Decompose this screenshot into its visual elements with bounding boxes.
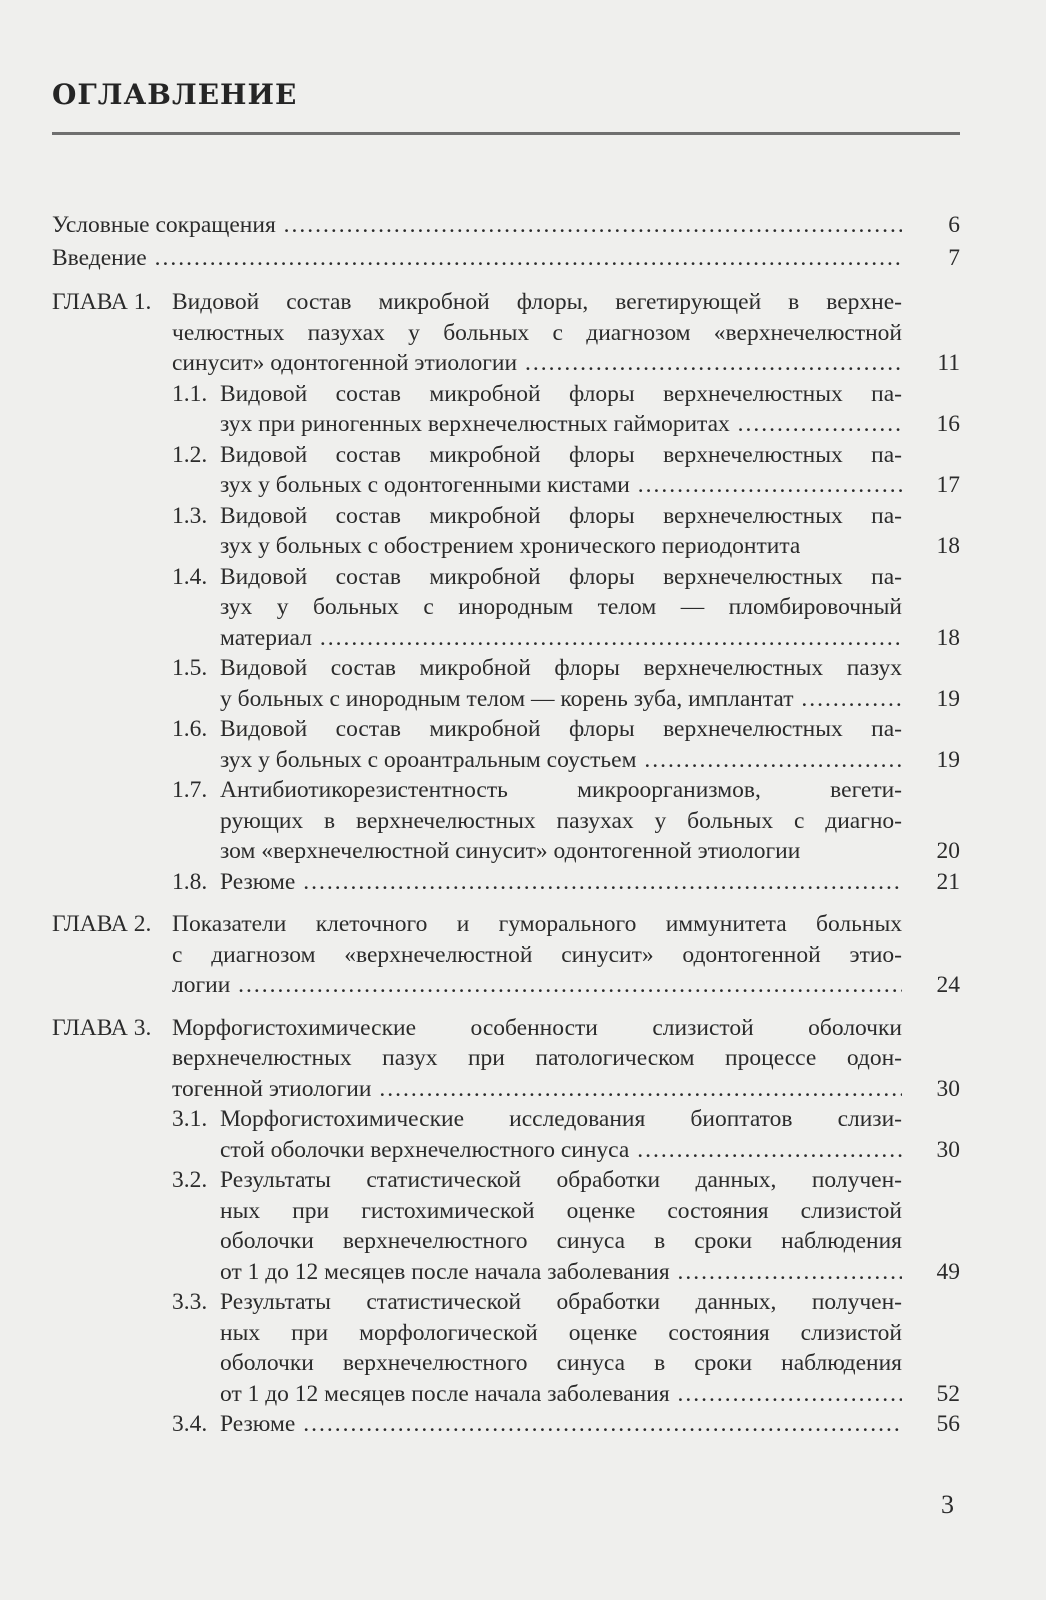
toc-entry-line: от 1 до 12 месяцев после начала заболевания ..... — [220, 1257, 902, 1288]
toc-entry-label: 1.1. — [172, 380, 208, 407]
page-folio: 3 — [941, 1490, 954, 1519]
toc-entry — [52, 243, 960, 274]
toc-entry-line: Введение ..... — [52, 243, 902, 274]
toc-page-number: 6 — [948, 212, 960, 238]
toc-entry-section — [52, 1104, 960, 1165]
toc-entry-line: челюстных пазухах у больных с диагнозом «верхнечелюстной — [172, 319, 902, 346]
toc-entry-line: Видовой состав микробной флоры верхнечелюстных па- — [220, 563, 902, 590]
toc-entry-section — [52, 501, 960, 562]
table-of-contents — [52, 210, 960, 1440]
toc-entry-line: зух у больных с одонтогенными кистами ..... — [220, 470, 902, 501]
toc-page-number: 18 — [936, 533, 960, 559]
toc-entry-chapter — [52, 1013, 960, 1105]
toc-entry-label: 1.8. — [172, 868, 208, 895]
toc-page-number: 30 — [936, 1136, 960, 1163]
toc-entry-line: зух у больных с обострением хронического периодонтита — [220, 533, 801, 559]
toc-entry-label: 3.2. — [172, 1167, 208, 1193]
toc-entry-line: зух у больных с ороантральным соустьем ..... — [220, 745, 902, 776]
toc-entry-line: Морфогистохимические особенности слизистой оболочки — [172, 1014, 902, 1041]
toc-page-number: 17 — [936, 472, 960, 498]
toc-entry-label: ГЛАВА 1. — [52, 289, 152, 315]
toc-page-number: 11 — [937, 350, 960, 376]
toc-entry-line: Видовой состав микробной флоры верхнечелюстных пазух — [220, 655, 902, 681]
toc-entry-line: Результаты статистической обработки данных, получен- — [220, 1167, 902, 1193]
toc-entry-line: тогенной этиологии ..... — [172, 1074, 902, 1105]
toc-entry-line: Видовой состав микробной флоры верхнечелюстных па- — [220, 441, 902, 468]
toc-entry-line: материал ..... — [220, 623, 902, 654]
toc-entry-line: стой оболочки верхнечелюстного синуса ..... — [220, 1135, 902, 1166]
toc-page-number: 24 — [936, 972, 960, 998]
toc-entry-chapter — [52, 909, 960, 1001]
toc-entry-section — [52, 440, 960, 501]
toc-entry-line: от 1 до 12 месяцев после начала заболевания ..... — [220, 1379, 902, 1410]
toc-entry-label: 3.4. — [172, 1411, 208, 1437]
toc-entry-line: Морфогистохимические исследования биоптатов слизи- — [220, 1106, 902, 1132]
toc-entry-label: 1.4. — [172, 563, 208, 590]
toc-entry-label: 1.7. — [172, 777, 208, 803]
toc-entry-line: синусит» одонтогенной этиологии ..... — [172, 348, 902, 379]
toc-entry-line: Резюме ..... — [220, 867, 902, 898]
toc-entry-label: ГЛАВА 3. — [52, 1014, 152, 1041]
toc-entry-line: оболочки верхнечелюстного синуса в сроки наблюдения — [220, 1350, 902, 1376]
toc-entry-section — [52, 1287, 960, 1409]
page-title: ОГЛАВЛЕНИЕ — [52, 78, 298, 111]
toc-entry — [52, 210, 960, 241]
toc-entry-line: Результаты статистической обработки данных, получен- — [220, 1289, 902, 1315]
toc-page-number: 16 — [936, 411, 960, 437]
toc-entry-label: 3.3. — [172, 1289, 208, 1315]
toc-page-number: 20 — [936, 838, 960, 864]
toc-entry-section — [52, 867, 960, 898]
toc-entry-section — [52, 562, 960, 654]
toc-entry-line: Резюме ..... — [220, 1409, 902, 1440]
toc-entry-line: ных при морфологической оценке состояния слизистой — [220, 1319, 902, 1346]
toc-entry-section — [52, 379, 960, 440]
toc-entry-label: ГЛАВА 2. — [52, 911, 152, 937]
toc-entry-line: логии ..... — [172, 970, 902, 1001]
toc-entry-line: Условные сокращения ..... — [52, 210, 902, 241]
toc-entry-section — [52, 714, 960, 775]
toc-entry-line: Показатели клеточного и гуморального иммунитета больных — [172, 911, 902, 937]
toc-entry-label: 1.5. — [172, 655, 208, 681]
toc-entry-label: 1.6. — [172, 716, 208, 742]
toc-entry-label: 1.2. — [172, 441, 208, 468]
toc-page-number: 30 — [936, 1075, 960, 1102]
toc-page-number: 7 — [948, 244, 960, 271]
toc-entry-line: Видовой состав микробной флоры верхнечелюстных па- — [220, 380, 902, 407]
toc-page-number: 21 — [936, 868, 960, 895]
toc-page-number: 19 — [936, 685, 960, 712]
toc-entry-line: Антибиотикорезистентность микроорганизмов, вегети- — [220, 777, 902, 803]
toc-page-number: 52 — [936, 1380, 960, 1407]
toc-page-number: 19 — [936, 746, 960, 773]
toc-entry-section — [52, 653, 960, 714]
toc-entry-line: у больных с инородным телом — корень зуба, имплантат ..... — [220, 684, 902, 715]
toc-entry-section — [52, 1409, 960, 1440]
toc-entry-label: 3.1. — [172, 1106, 208, 1132]
toc-entry-line: зом «верхнечелюстной синусит» одонтогенной этиологии — [220, 838, 801, 864]
toc-page-number: 49 — [936, 1258, 960, 1285]
toc-entry-line: Видовой состав микробной флоры, вегетирующей в верхне- — [172, 289, 902, 315]
toc-entry-line: зух при риногенных верхнечелюстных гайморитах ..... — [220, 409, 902, 440]
toc-entry-label: 1.3. — [172, 502, 208, 529]
toc-page-number: 18 — [936, 624, 960, 651]
toc-entry-line: с диагнозом «верхнечелюстной синусит» одонтогенной этио- — [172, 941, 902, 968]
toc-entry-section — [52, 775, 960, 867]
toc-page-number: 56 — [936, 1411, 960, 1437]
toc-entry-line: ных при гистохимической оценке состояния слизистой — [220, 1197, 902, 1224]
toc-entry-line: оболочки верхнечелюстного синуса в сроки наблюдения — [220, 1228, 902, 1254]
toc-entry-line: зух у больных с инородным телом — пломбировочный — [220, 594, 902, 620]
toc-entry-line: рующих в верхнечелюстных пазухах у больных с диагно- — [220, 807, 902, 834]
toc-entry-chapter — [52, 287, 960, 379]
toc-entry-line: верхнечелюстных пазух при патологическом процессе одон- — [172, 1045, 902, 1071]
toc-entry-section — [52, 1165, 960, 1287]
title-rule — [52, 132, 960, 135]
toc-entry-line: Видовой состав микробной флоры верхнечелюстных па- — [220, 716, 902, 742]
toc-entry-line: Видовой состав микробной флоры верхнечелюстных па- — [220, 502, 902, 529]
